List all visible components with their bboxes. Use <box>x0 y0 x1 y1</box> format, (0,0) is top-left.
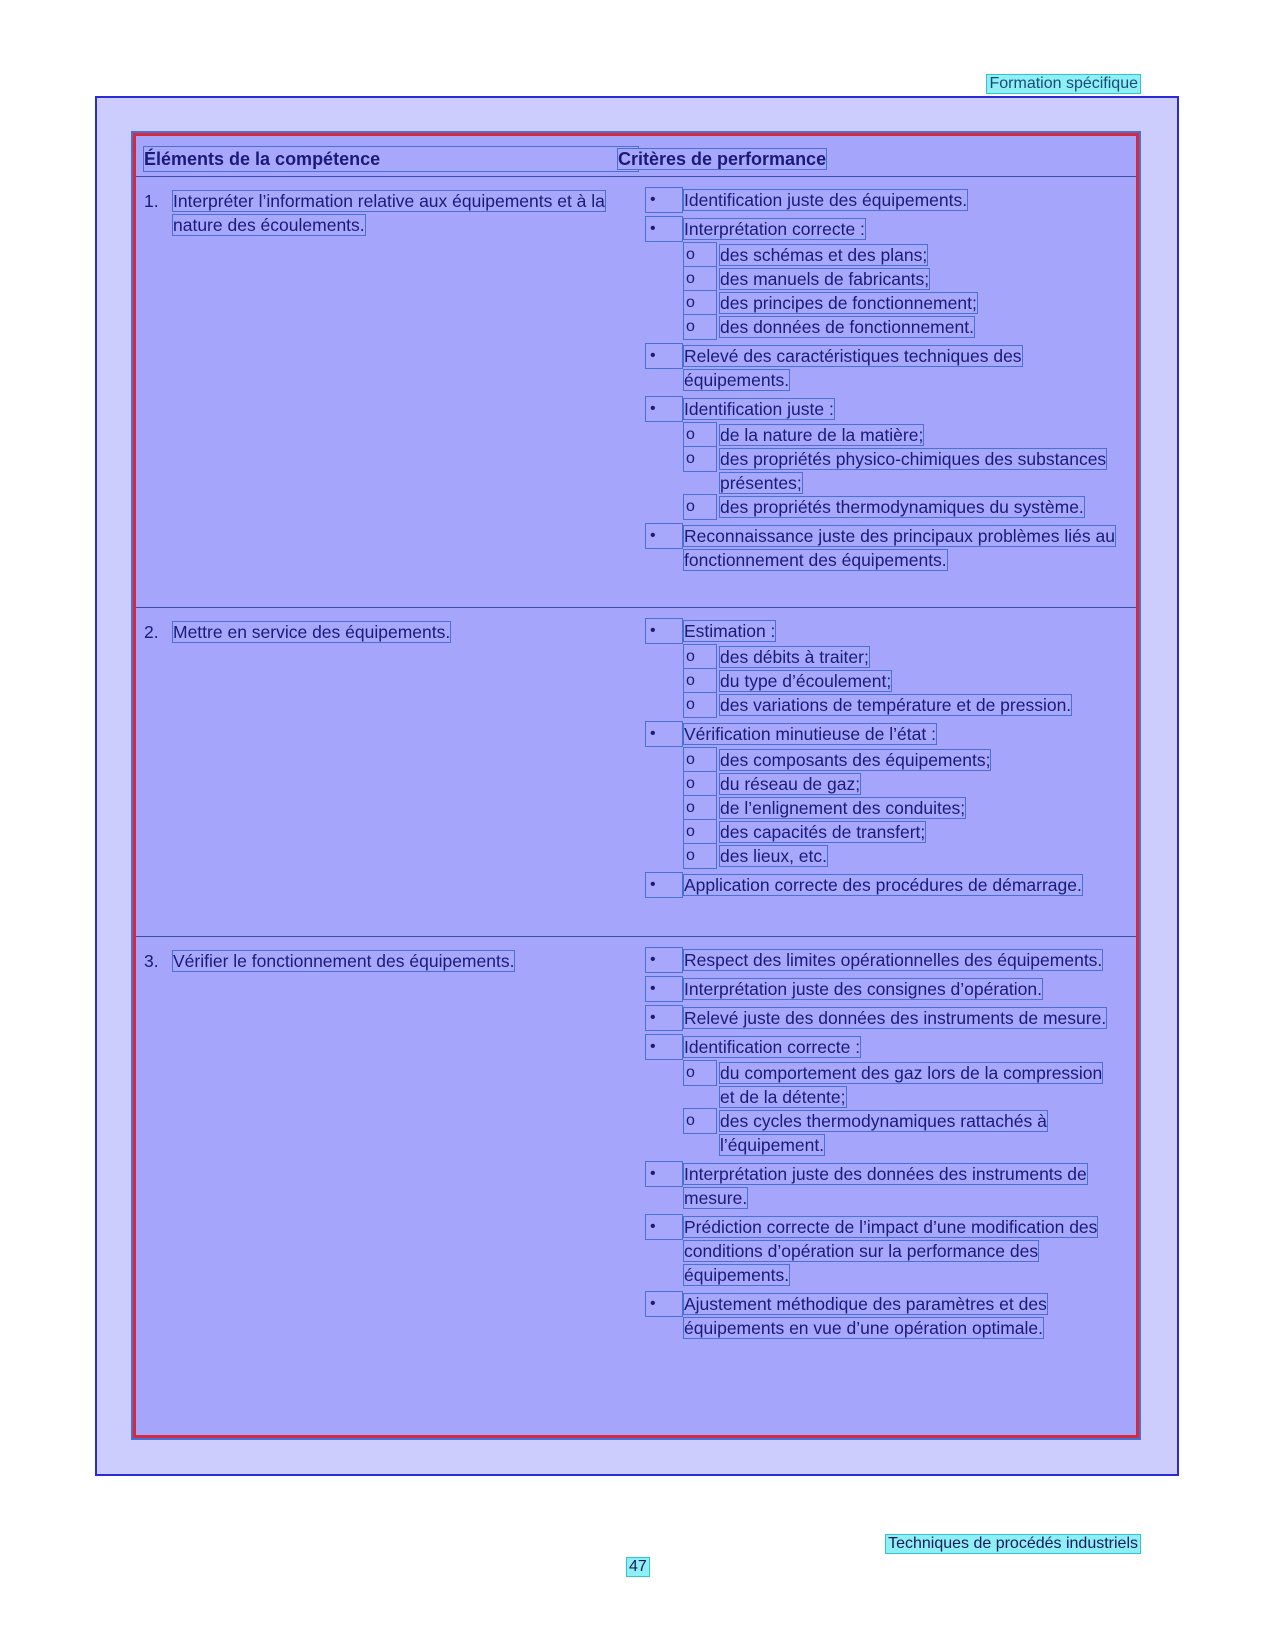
criterion-text: Interprétation juste des consignes d’opération. <box>684 979 1043 999</box>
criterion-text: Relevé des caractéristiques techniques des équipements. <box>684 346 1022 390</box>
sub-criterion-item <box>684 447 1118 495</box>
criterion-text: Ajustement méthodique des paramètres et des équipements en vue d’une opération optimale. <box>684 1294 1047 1338</box>
sub-criterion-text: des lieux, etc. <box>720 846 827 866</box>
sub-criterion-text: des propriétés thermodynamiques du système. <box>720 497 1084 517</box>
bullet-icon <box>646 1292 682 1316</box>
sub-criterion-item <box>684 423 1118 447</box>
criterion-item <box>646 948 1118 972</box>
circle-bullet-icon <box>684 844 716 868</box>
bullet-icon <box>646 217 682 241</box>
page-number: 47 <box>629 1558 647 1575</box>
sub-criterion-text: du type d’écoulement; <box>720 671 892 691</box>
criterion-text: Respect des limites opérationnelles des équipements. <box>684 950 1103 970</box>
circle-bullet-icon <box>684 267 716 291</box>
element-text: Interpréter l’information relative aux équipements et à la nature des écoulements. <box>173 191 605 235</box>
circle-bullet-icon <box>684 820 716 844</box>
table-row <box>136 176 1136 608</box>
criterion-text: Interprétation correcte : <box>684 219 865 239</box>
competence-table <box>133 133 1139 1438</box>
sub-criterion-item <box>684 291 1118 315</box>
circle-bullet-icon <box>684 495 716 519</box>
criterion-text: Application correcte des procédures de démarrage. <box>684 875 1082 895</box>
bullet-icon <box>646 1006 682 1030</box>
sub-criterion-text: des schémas et des plans; <box>720 245 928 265</box>
competence-element <box>144 949 644 973</box>
bullet-icon <box>646 722 682 746</box>
circle-bullet-icon <box>684 772 716 796</box>
table-row <box>136 936 1136 1441</box>
bullet-icon <box>646 524 682 548</box>
criterion-text: Relevé juste des données des instruments de mesure. <box>684 1008 1107 1028</box>
sub-criterion-text: des données de fonctionnement. <box>720 317 974 337</box>
circle-bullet-icon <box>684 423 716 447</box>
sub-criterion-item <box>684 645 1118 669</box>
criterion-text: Vérification minutieuse de l’état : <box>684 724 936 744</box>
circle-bullet-icon <box>684 645 716 669</box>
criterion-item <box>646 217 1118 339</box>
criterion-text: Reconnaissance juste des principaux problèmes liés au fonctionnement des équipements. <box>684 526 1115 570</box>
bullet-icon <box>646 1035 682 1059</box>
circle-bullet-icon <box>684 447 716 471</box>
criterion-item <box>646 977 1118 1001</box>
sub-criterion-item <box>684 1061 1118 1109</box>
sub-criterion-item <box>684 267 1118 291</box>
bullet-icon <box>646 1162 682 1186</box>
competence-element <box>144 620 644 644</box>
circle-bullet-icon <box>684 693 716 717</box>
bullet-icon <box>646 619 682 643</box>
element-number: 3. <box>144 951 159 971</box>
sub-criterion-text: de la nature de la matière; <box>720 425 924 445</box>
sub-criterion-text: du réseau de gaz; <box>720 774 861 794</box>
table-row <box>136 607 1136 937</box>
competence-element <box>144 189 644 237</box>
bullet-icon <box>646 977 682 1001</box>
criterion-item <box>646 1006 1118 1030</box>
sub-criterion-item <box>684 772 1118 796</box>
circle-bullet-icon <box>684 748 716 772</box>
bullet-icon <box>646 344 682 368</box>
sub-criterion-text: du comportement des gaz lors de la compression et de la détente; <box>720 1063 1103 1107</box>
criterion-item <box>646 1292 1118 1340</box>
criterion-item <box>646 188 1118 212</box>
criterion-item <box>646 1035 1118 1157</box>
element-text: Vérifier le fonctionnement des équipements. <box>173 951 515 971</box>
sub-criterion-item <box>684 748 1118 772</box>
criterion-text: Identification juste : <box>684 399 834 419</box>
sub-criterion-item <box>684 669 1118 693</box>
criteria-list <box>646 948 1118 1345</box>
criterion-item <box>646 1215 1118 1287</box>
sub-criterion-text: des manuels de fabricants; <box>720 269 930 289</box>
sub-criterion-text: des variations de température et de pression. <box>720 695 1072 715</box>
criteria-list <box>646 188 1118 577</box>
sub-criterion-item <box>684 495 1118 519</box>
table-header-row <box>136 136 1136 177</box>
sub-criterion-text: des principes de fonctionnement; <box>720 293 977 313</box>
circle-bullet-icon <box>684 796 716 820</box>
sub-criterion-text: des débits à traiter; <box>720 647 869 667</box>
sub-criterion-item <box>684 693 1118 717</box>
running-footer: Techniques de procédés industriels <box>888 1535 1138 1552</box>
criterion-item <box>646 1162 1118 1210</box>
criterion-item <box>646 873 1118 897</box>
bullet-icon <box>646 397 682 421</box>
criterion-item <box>646 344 1118 392</box>
column-header-elements: Éléments de la compétence <box>144 147 638 171</box>
circle-bullet-icon <box>684 315 716 339</box>
circle-bullet-icon <box>684 1061 716 1085</box>
sub-criterion-item <box>684 1109 1118 1157</box>
criterion-text: Interprétation juste des données des instruments de mesure. <box>684 1164 1087 1208</box>
criterion-text: Estimation : <box>684 621 776 641</box>
sub-criterion-text: des capacités de transfert; <box>720 822 926 842</box>
circle-bullet-icon <box>684 1109 716 1133</box>
criterion-item <box>646 619 1118 717</box>
sub-criterion-item <box>684 820 1118 844</box>
circle-bullet-icon <box>684 243 716 267</box>
element-text: Mettre en service des équipements. <box>173 622 451 642</box>
sub-criterion-text: de l’enlignement des conduites; <box>720 798 966 818</box>
sub-criterion-item <box>684 243 1118 267</box>
sub-criterion-item <box>684 315 1118 339</box>
criterion-item <box>646 524 1118 572</box>
criterion-item <box>646 722 1118 868</box>
sub-criterion-text: des cycles thermodynamiques rattachés à l’équipement. <box>720 1111 1047 1155</box>
criterion-text: Prédiction correcte de l’impact d’une modification des conditions d’opération sur la performance des équipements. <box>684 1217 1098 1285</box>
criterion-text: Identification juste des équipements. <box>684 190 968 210</box>
bullet-icon <box>646 873 682 897</box>
criterion-text: Identification correcte : <box>684 1037 861 1057</box>
criteria-list <box>646 619 1118 902</box>
circle-bullet-icon <box>684 291 716 315</box>
sub-criterion-item <box>684 796 1118 820</box>
running-header: Formation spécifique <box>989 75 1138 92</box>
element-number: 1. <box>144 191 159 211</box>
sub-criterion-text: des composants des équipements; <box>720 750 991 770</box>
criterion-item <box>646 397 1118 519</box>
circle-bullet-icon <box>684 669 716 693</box>
column-header-criteria: Critères de performance <box>618 149 827 169</box>
bullet-icon <box>646 188 682 212</box>
sub-criterion-text: des propriétés physico-chimiques des substances présentes; <box>720 449 1107 493</box>
bullet-icon <box>646 948 682 972</box>
bullet-icon <box>646 1215 682 1239</box>
element-number: 2. <box>144 622 159 642</box>
sub-criterion-item <box>684 844 1118 868</box>
